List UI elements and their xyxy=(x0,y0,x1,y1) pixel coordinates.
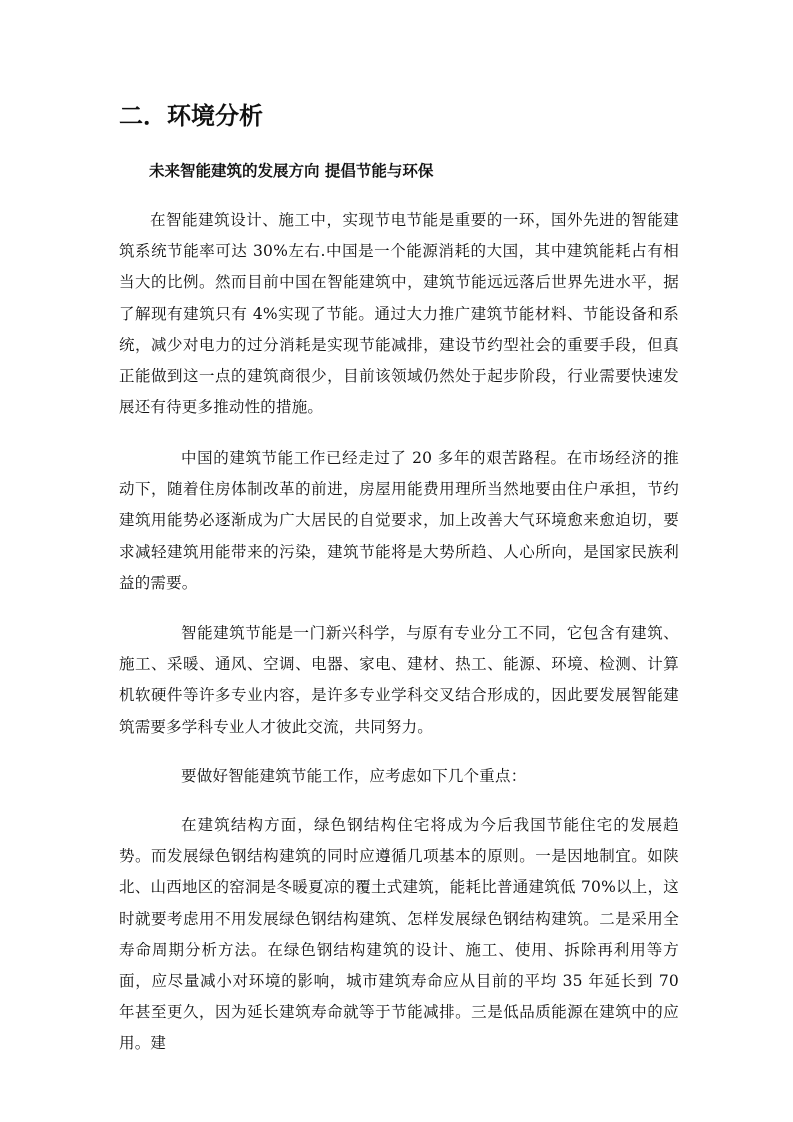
section-subheading: 未来智能建筑的发展方向 提倡节能与环保 xyxy=(149,162,434,180)
paragraph-structure: 在建筑结构方面，绿色钢结构住宅将成为今后我国节能住宅的发展趋势。而发展绿色钢结构建筑的同时应遵循几项基本的原则。一是因地制宜。如陕北、山西地区的窑洞是冬暖夏凉的覆土式建筑，能耗比普通建筑低 70%以上，这时就要考虑用不用发展绿色钢结构建筑、怎样发展绿色钢结构建筑。二是采用全寿命周期分析方法。在绿色钢结构建筑的设计、施工、使用、拆除再利用等方面，应尽量减小对环境的影响，城市建筑寿命应从目前的平均 35 年延长到 70 年甚至更久，因为延长建筑寿命就等于节能减排。三是低品质能源在建筑中的应用。建 xyxy=(119,816,679,1053)
paragraph-key-points: 要做好智能建筑节能工作，应考虑如下几个重点： xyxy=(181,767,527,785)
paragraph-discipline: 智能建筑节能是一门新兴科学，与原有专业分工不同，它包含有建筑、施工、采暖、通风、空调、电器、家电、建材、热工、能源、环境、检测、计算机软硬件等许多专业内容，是许多专业学科交叉结合形成的，因此要发展智能建筑需要多学科专业人才彼此交流，共同努力。 xyxy=(119,624,679,736)
paragraph-history: 中国的建筑节能工作已经走过了 20 多年的艰苦路程。在市场经济的推动下，随着住房体制改革的前进，房屋用能费用理所当然地要由住户承担，节约建筑用能势必逐渐成为广大居民的自觉要求，加上改善大气环境愈来愈迫切，要求减轻建筑用能带来的污染，建筑节能将是大势所趋、人心所向，是国家民族利益的需要。 xyxy=(119,449,679,592)
section-heading: 二．环境分析 xyxy=(119,102,263,130)
paragraph-intro: 在智能建筑设计、施工中，实现节电节能是重要的一环，国外先进的智能建筑系统节能率可达 30%左右.中国是一个能源消耗的大国，其中建筑能耗占有相当大的比例。然而目前中国在智能建筑中，建筑节能远远落后世界先进水平，据了解现有建筑只有 4%实现了节能。通过大力推广建筑节能材料、节能设备和系统，减少对电力的过分消耗是实现节能减排，建设节约型社会的重要手段，但真正能做到这一点的建筑商很少，目前该领域仍然处于起步阶段，行业需要快速发展还有待更多推动性的措施。 xyxy=(119,211,679,417)
